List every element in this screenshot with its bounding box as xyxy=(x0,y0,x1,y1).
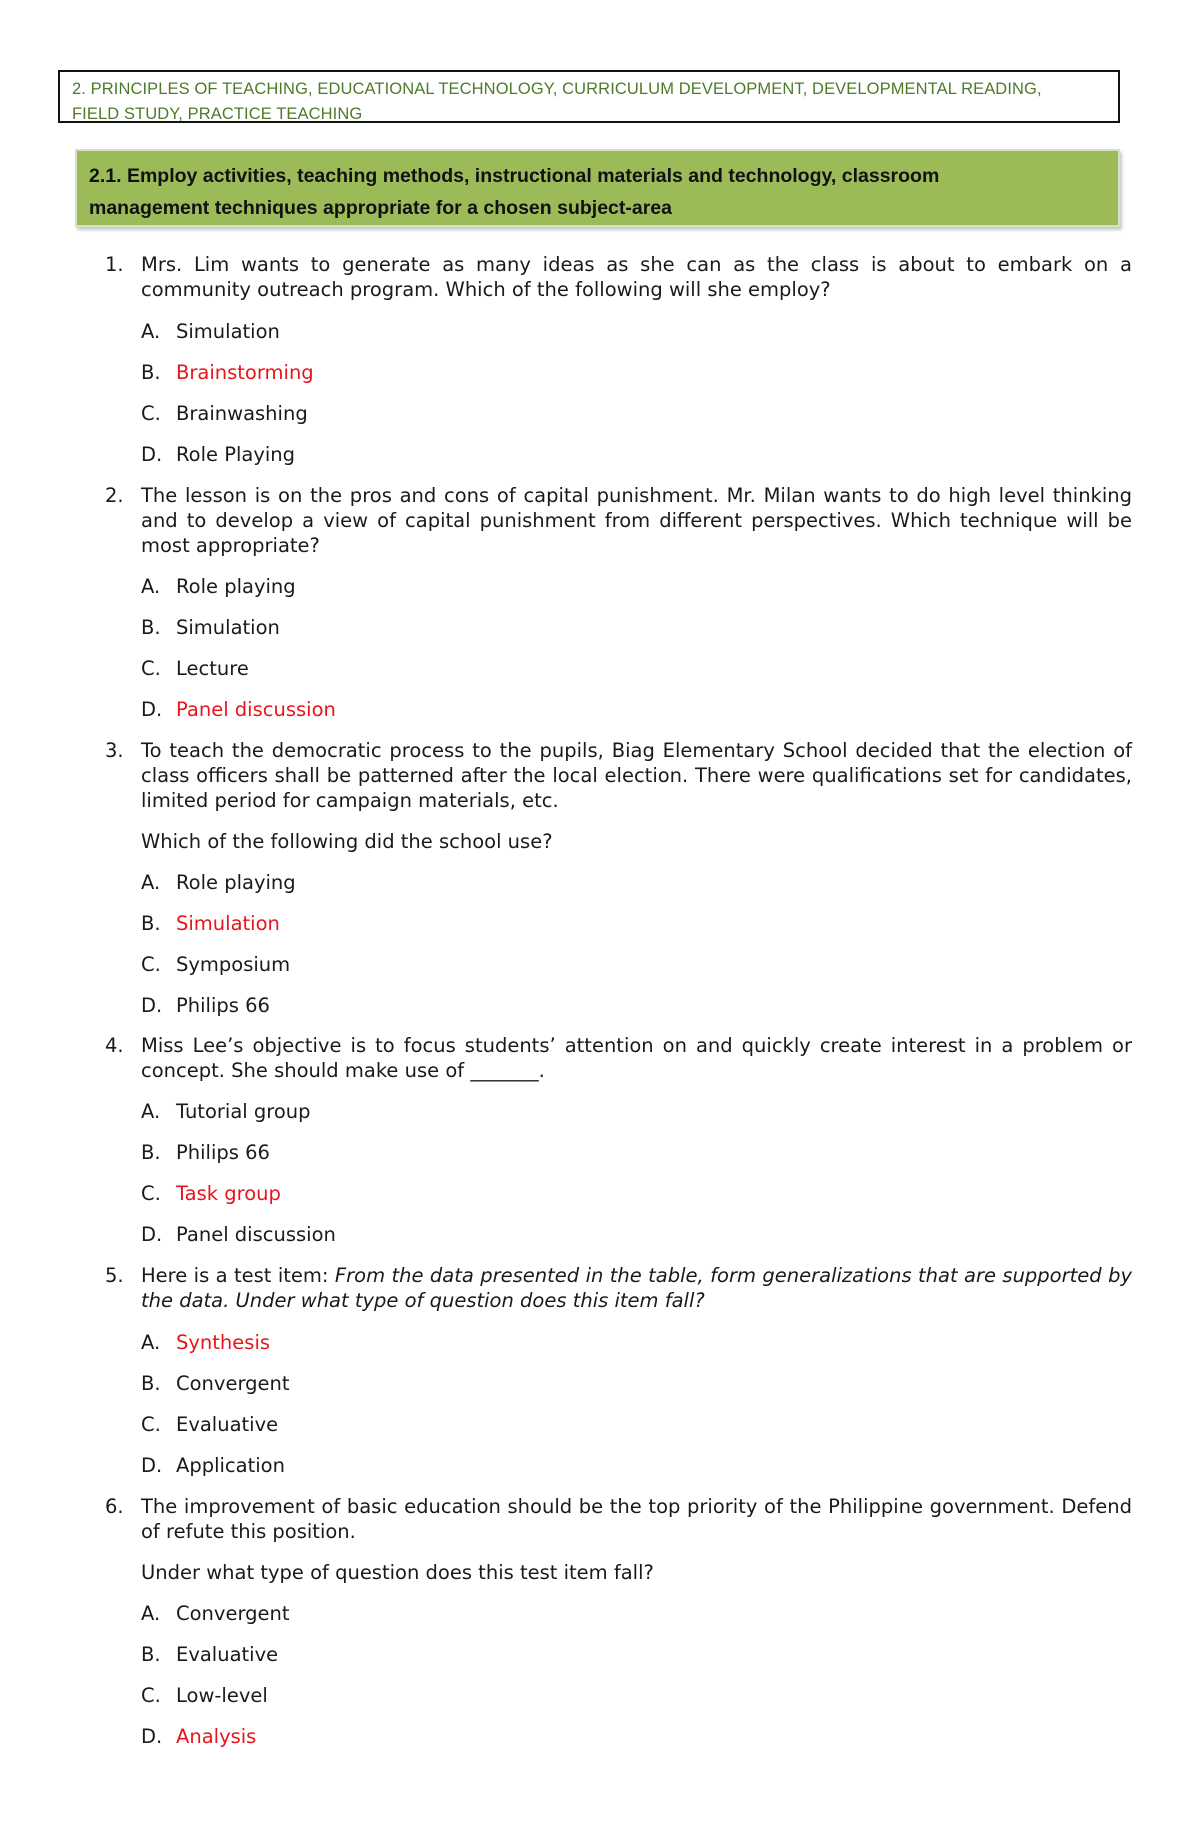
option-1a xyxy=(141,319,280,344)
option-2a xyxy=(141,574,296,599)
question-number: 6. xyxy=(105,1495,124,1518)
question-number: 2. xyxy=(105,484,124,507)
question-text-prefix: Here is a test item: xyxy=(141,1264,335,1287)
option-3d xyxy=(141,993,270,1018)
option-letter: B. xyxy=(141,1141,161,1164)
question-4 xyxy=(105,1033,1132,1083)
correct-answer-text: Simulation xyxy=(176,912,280,935)
question-5 xyxy=(105,1263,1132,1313)
question-subtext: Under what type of question does this test item fall? xyxy=(141,1561,654,1584)
option-text: Tutorial group xyxy=(176,1100,311,1123)
option-6c xyxy=(141,1683,268,1708)
option-text: Low-level xyxy=(176,1684,268,1707)
option-letter: A. xyxy=(141,1100,161,1123)
section-banner xyxy=(75,149,1120,227)
option-text: Panel discussion xyxy=(176,1223,336,1246)
option-letter: C. xyxy=(141,402,161,425)
question-number: 5. xyxy=(105,1264,124,1287)
option-letter: C. xyxy=(141,953,161,976)
question-number: 4. xyxy=(105,1034,124,1057)
option-3c xyxy=(141,952,290,977)
option-text: Evaluative xyxy=(176,1643,279,1666)
option-text: Philips 66 xyxy=(176,994,270,1017)
correct-answer-text: Task group xyxy=(176,1182,281,1205)
option-text: Brainwashing xyxy=(176,402,308,425)
option-letter: A. xyxy=(141,320,161,343)
option-1b xyxy=(141,360,314,385)
question-text: The improvement of basic education should be the top priority of the Philippine government. Defend of refute this position. xyxy=(141,1495,1132,1543)
option-letter: A. xyxy=(141,1602,161,1625)
option-1c xyxy=(141,401,308,426)
section-title-line-1: 2.1. Employ activities, teaching methods, instructional materials and technology, classroom xyxy=(89,165,940,187)
option-4c xyxy=(141,1181,281,1206)
option-letter: D. xyxy=(141,1454,163,1477)
option-text: Application xyxy=(176,1454,285,1477)
option-letter: C. xyxy=(141,1684,161,1707)
option-text: Convergent xyxy=(176,1602,290,1625)
header-line-2: FIELD STUDY, PRACTICE TEACHING xyxy=(72,105,363,123)
option-letter: D. xyxy=(141,1223,163,1246)
option-text: Lecture xyxy=(176,657,249,680)
question-subtext: Which of the following did the school use? xyxy=(141,830,553,853)
option-2b xyxy=(141,615,280,640)
section-title-line-2: management techniques appropriate for a chosen subject-area xyxy=(89,197,672,219)
option-text: Philips 66 xyxy=(176,1141,270,1164)
option-letter: C. xyxy=(141,1413,161,1436)
option-letter: C. xyxy=(141,1182,161,1205)
option-3a xyxy=(141,870,296,895)
correct-answer-text: Analysis xyxy=(176,1725,257,1748)
option-text: Evaluative xyxy=(176,1413,279,1436)
question-6 xyxy=(105,1494,1132,1585)
option-letter: A. xyxy=(141,871,161,894)
option-text: Symposium xyxy=(176,953,291,976)
option-letter: D. xyxy=(141,1725,163,1748)
question-number: 3. xyxy=(105,739,124,762)
correct-answer-text: Synthesis xyxy=(176,1331,271,1354)
option-3b xyxy=(141,911,280,936)
option-letter: D. xyxy=(141,443,163,466)
option-text: Role playing xyxy=(176,871,296,894)
correct-answer-text: Panel discussion xyxy=(176,698,336,721)
option-5a xyxy=(141,1330,270,1355)
option-letter: B. xyxy=(141,1643,161,1666)
option-letter: B. xyxy=(141,361,161,384)
option-4b xyxy=(141,1140,270,1165)
question-text-italic: From the data presented in the table, form generalizations that are supported by the data. Under what type of question does this item fall? xyxy=(141,1264,1132,1312)
option-letter: C. xyxy=(141,657,161,680)
option-5b xyxy=(141,1371,290,1396)
option-text: Simulation xyxy=(176,320,280,343)
question-text: Miss Lee’s objective is to focus students’ attention on and quickly create interest in a problem or concept. She should make use of _______. xyxy=(141,1034,1132,1082)
option-letter: B. xyxy=(141,912,161,935)
question-2 xyxy=(105,483,1132,558)
option-letter: B. xyxy=(141,616,161,639)
option-letter: D. xyxy=(141,698,163,721)
question-number: 1. xyxy=(105,253,124,276)
option-letter: D. xyxy=(141,994,163,1017)
option-4a xyxy=(141,1099,311,1124)
document-header xyxy=(58,70,1120,123)
option-1d xyxy=(141,442,295,467)
question-text: Mrs. Lim wants to generate as many ideas as she can as the class is about to embark on a community outreach program. Which of the following will she employ? xyxy=(141,253,1132,301)
option-5c xyxy=(141,1412,278,1437)
option-letter: A. xyxy=(141,1331,161,1354)
option-text: Convergent xyxy=(176,1372,290,1395)
option-5d xyxy=(141,1453,285,1478)
option-6a xyxy=(141,1601,290,1626)
option-text: Role Playing xyxy=(176,443,296,466)
question-1 xyxy=(105,252,1132,302)
option-2c xyxy=(141,656,249,681)
option-letter: A. xyxy=(141,575,161,598)
option-2d xyxy=(141,697,336,722)
question-text: The lesson is on the pros and cons of capital punishment. Mr. Milan wants to do high level thinking and to develop a view of capital punishment from different perspectives. Which technique will be most appropriate? xyxy=(141,484,1132,557)
option-6d xyxy=(141,1724,256,1749)
option-letter: B. xyxy=(141,1372,161,1395)
question-text xyxy=(141,1263,1132,1313)
option-text: Role playing xyxy=(176,575,296,598)
option-text: Simulation xyxy=(176,616,280,639)
header-line-1: 2. PRINCIPLES OF TEACHING, EDUCATIONAL TECHNOLOGY, CURRICULUM DEVELOPMENT, DEVELOPMENTAL READING, xyxy=(72,80,1042,98)
option-4d xyxy=(141,1222,336,1247)
question-text: To teach the democratic process to the pupils, Biag Elementary School decided that the election of class officers shall be patterned after the local election. There were qualifications set for candidates, limited period for campaign materials, etc. xyxy=(141,739,1132,812)
option-6b xyxy=(141,1642,278,1667)
question-3 xyxy=(105,738,1132,854)
correct-answer-text: Brainstorming xyxy=(176,361,314,384)
